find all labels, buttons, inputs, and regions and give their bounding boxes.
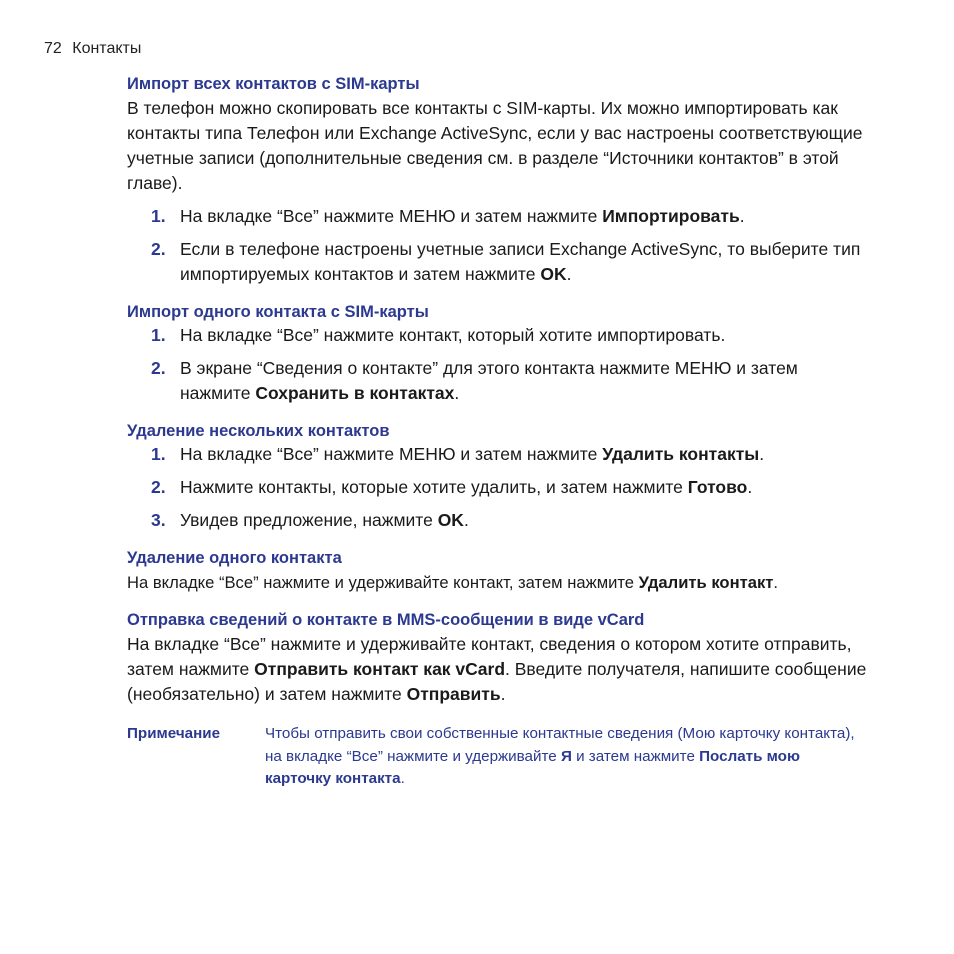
step-item [127,442,867,467]
note-command: Я [560,747,572,765]
section-paragraph [127,632,867,707]
para-command: Отправить [406,684,501,704]
para-punct: . [773,573,779,592]
step-punct: . [739,206,745,226]
step-text: Нажмите контакты, которые хотите удалить, и затем нажмите [180,477,688,497]
para-command: Удалить контакт [638,573,774,592]
step-item [127,323,867,348]
para-command: Отправить контакт как vCard [254,659,506,679]
step-number: 3. [151,510,166,530]
section-title: Импорт всех контактов с SIM-карты [127,75,420,93]
section-title: Удаление одного контакта [127,549,342,567]
step-item [127,356,867,406]
step-punct: . [463,510,469,530]
note-command: Послать мою карточку контакта [265,747,800,787]
step-item [127,475,867,500]
section-title: Импорт одного контакта с SIM-карты [127,303,429,321]
step-list [127,323,867,406]
step-command: Импортировать [602,206,740,226]
step-number: 1. [151,206,166,226]
note-block [127,723,867,791]
step-list [127,442,867,533]
step-text: В экране “Сведения о контакте” для этого контакта нажмите МЕНЮ и затем нажмите [180,358,798,403]
step-number: 2. [151,239,166,259]
note-body [127,723,867,791]
section-title: Отправка сведений о контакте в MMS-сообщении в виде vCard [127,611,645,629]
step-punct: . [566,264,572,284]
para-punct: . [500,684,506,704]
note-text: и затем нажмите [571,747,700,765]
step-number: 1. [151,444,166,464]
step-punct: . [454,383,460,403]
chapter-title: Контакты [72,40,142,57]
section-intro: В телефон можно скопировать все контакты с SIM-карты. Их можно импортировать как контакты типа Телефон или Exchange ActiveSync, если у вас настроены соответствующие учетные записи (дополнительные сведения см. в разделе “Источники контактов” в этой главе). [127,98,863,193]
step-item [127,204,867,229]
page-header [44,40,141,58]
para-text: На вкладке “Все” нажмите и удерживайте контакт, сведения о котором хотите отправить, затем нажмите [127,634,852,679]
step-item [127,508,867,533]
section-paragraph [127,570,867,595]
note-label: Примечание [127,725,221,742]
page-number: 72 [44,40,62,57]
note-punct: . [400,770,405,787]
step-text: Если в телефоне настроены учетные записи Exchange ActiveSync, то выберите тип импортируемых контактов и затем нажмите [180,239,861,284]
step-command: OK [437,510,464,530]
step-command: OK [540,264,567,284]
step-command: Удалить контакты [602,444,760,464]
para-text: На вкладке “Все” нажмите и удерживайте контакт, затем нажмите [127,573,639,592]
step-text: На вкладке “Все” нажмите МЕНЮ и затем нажмите [180,206,603,226]
step-punct: . [759,444,765,464]
step-item [127,237,867,287]
step-number: 2. [151,477,166,497]
step-punct: . [747,477,753,497]
step-command: Готово [687,477,748,497]
step-text: Увидев предложение, нажмите [180,510,438,530]
step-number: 1. [151,325,166,345]
step-text: На вкладке “Все” нажмите МЕНЮ и затем нажмите [180,444,603,464]
note-text: Чтобы отправить свои собственные контактные сведения (Мою карточку контакта), на вкладке “Все” нажмите и удерживайте [265,725,855,765]
step-command: Сохранить в контактах [255,383,455,403]
para-text: . Введите получателя, напишите сообщение (необязательно) и затем нажмите [127,659,867,704]
step-text: На вкладке “Все” нажмите контакт, который хотите импортировать. [180,325,726,345]
step-list [127,204,867,287]
page-content [127,73,867,791]
section-title: Удаление нескольких контактов [127,422,390,440]
step-number: 2. [151,358,166,378]
